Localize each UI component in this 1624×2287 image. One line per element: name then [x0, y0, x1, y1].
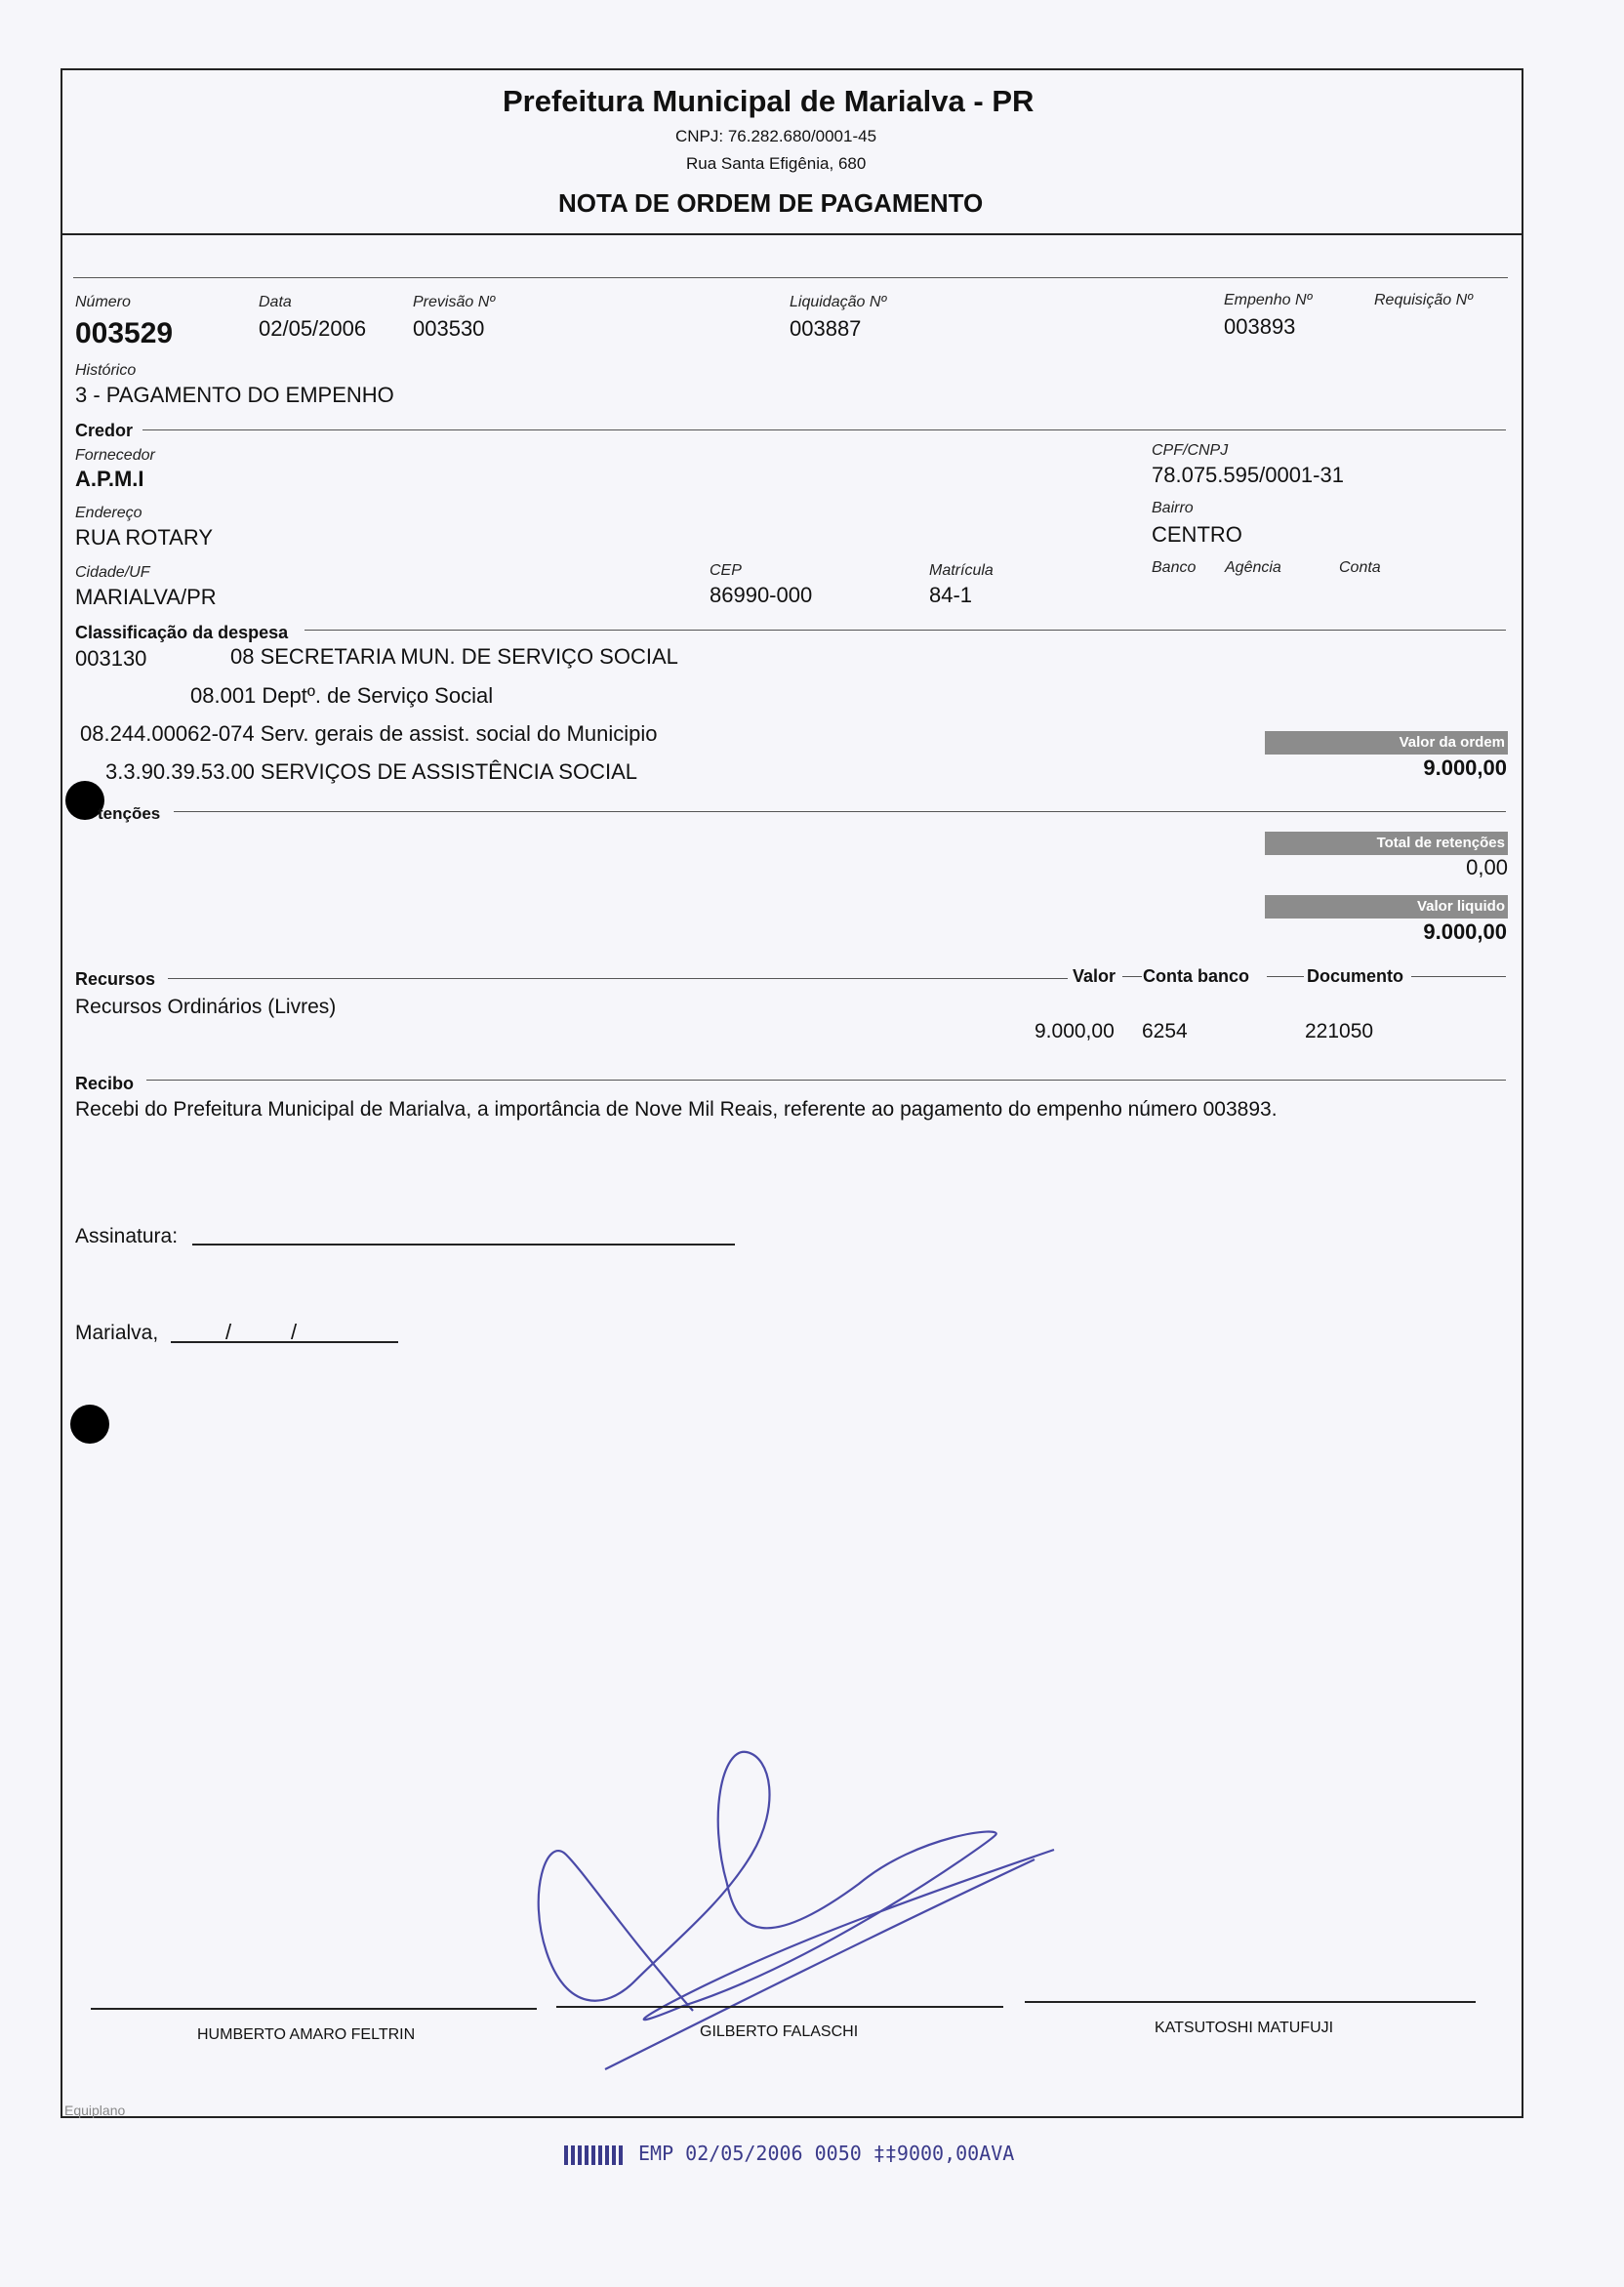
total-retencoes-label: Total de retenções — [1265, 832, 1508, 855]
valor-liquido-value: 9.000,00 — [1423, 919, 1507, 944]
address-text: Rua Santa Efigênia, 680 — [686, 154, 867, 173]
punch-hole — [70, 1405, 109, 1444]
recursos-rule-4 — [1411, 976, 1506, 977]
signatory-1: HUMBERTO AMARO FELTRIN — [197, 2026, 416, 2043]
cep-value: 86990-000 — [710, 583, 813, 607]
valor-liquido-label: Valor liquido — [1265, 895, 1508, 919]
signatory-3: KATSUTOSHI MATUFUJI — [1155, 2020, 1334, 2036]
documento-column-header: Documento — [1307, 966, 1403, 986]
date-blank-line — [171, 1341, 398, 1343]
document-title: NOTA DE ORDEM DE PAGAMENTO — [558, 188, 984, 218]
numero-label: Número — [75, 294, 131, 310]
recursos-rule-2 — [1122, 976, 1142, 977]
classificacao-code: 003130 — [75, 646, 147, 671]
liquidacao-value: 003887 — [790, 316, 862, 341]
recursos-descricao: Recursos Ordinários (Livres) — [75, 996, 337, 1018]
historico-label: Histórico — [75, 362, 137, 379]
cidade-label: Cidade/UF — [75, 564, 150, 581]
numero-value: 003529 — [75, 317, 174, 349]
retencoes-rule — [174, 811, 1506, 812]
fornecedor-label: Fornecedor — [75, 447, 155, 464]
classificacao-line1: 08 SECRETARIA MUN. DE SERVIÇO SOCIAL — [230, 644, 678, 669]
historico-value: 3 - PAGAMENTO DO EMPENHO — [75, 383, 394, 407]
matricula-value: 84-1 — [929, 583, 973, 607]
fornecedor-value: A.P.M.I — [75, 467, 144, 491]
local-label: Marialva, — [75, 1322, 159, 1344]
banco-label: Banco — [1152, 559, 1197, 576]
conta-label: Conta — [1339, 559, 1381, 576]
signature-line-2 — [556, 2006, 1003, 2008]
date-slash-2: / — [291, 1320, 298, 1344]
classificacao-line3: 08.244.00062-074 Serv. gerais de assist. social do Municipio — [80, 721, 658, 746]
valor-column-header: Valor — [1073, 966, 1116, 986]
data-label: Data — [259, 294, 292, 310]
data-value: 02/05/2006 — [259, 316, 367, 341]
recursos-section-title: Recursos — [75, 969, 156, 989]
cidade-value: MARIALVA/PR — [75, 585, 217, 609]
cpf-label: CPF/CNPJ — [1152, 442, 1229, 459]
org-title: Prefeitura Municipal de Marialva - PR — [503, 84, 1035, 118]
info-top-rule — [73, 277, 1508, 278]
classificacao-line2: 08.001 Deptº. de Serviço Social — [190, 683, 494, 708]
bairro-label: Bairro — [1152, 500, 1194, 516]
recursos-documento: 221050 — [1305, 1020, 1374, 1042]
total-retencoes-value: 0,00 — [1466, 855, 1508, 879]
conta-banco-column-header: Conta banco — [1143, 966, 1250, 986]
date-slash-1: / — [225, 1320, 232, 1344]
agencia-label: Agência — [1225, 559, 1281, 576]
empenho-value: 003893 — [1224, 314, 1296, 339]
classificacao-rule — [304, 630, 1506, 631]
signatory-2: GILBERTO FALASCHI — [700, 2023, 859, 2040]
header-divider — [61, 233, 1522, 235]
recibo-rule — [146, 1080, 1506, 1081]
software-credit: Equiplano — [64, 2103, 126, 2118]
cep-label: CEP — [710, 562, 742, 579]
endereco-label: Endereço — [75, 505, 142, 521]
assinatura-label: Assinatura: — [75, 1225, 179, 1247]
endereco-value: RUA ROTARY — [75, 525, 213, 550]
recursos-valor: 9.000,00 — [1035, 1020, 1115, 1042]
valor-ordem-value: 9.000,00 — [1423, 756, 1507, 780]
stamp-logo-icon — [564, 2145, 625, 2165]
empenho-label: Empenho Nº — [1224, 292, 1313, 308]
bairro-value: CENTRO — [1152, 522, 1242, 547]
previsao-label: Previsão Nº — [413, 294, 496, 310]
recursos-rule — [168, 978, 1068, 979]
classificacao-line4: 3.3.90.39.53.00 SERVIÇOS DE ASSISTÊNCIA SOCIAL — [105, 759, 637, 784]
recibo-section-title: Recibo — [75, 1074, 135, 1093]
cpf-value: 78.075.595/0001-31 — [1152, 463, 1344, 487]
requisicao-label: Requisição Nº — [1374, 292, 1473, 308]
retencoes-section-title: tenções — [98, 804, 161, 823]
signature-line-1 — [91, 2008, 537, 2010]
previsao-value: 003530 — [413, 316, 485, 341]
signature-line-3 — [1025, 2001, 1476, 2003]
credor-section-title: Credor — [75, 421, 134, 440]
credor-rule — [142, 429, 1506, 430]
classificacao-section-title: Classificação da despesa — [75, 623, 289, 642]
recursos-conta: 6254 — [1142, 1020, 1188, 1042]
validation-stamp — [564, 2142, 1014, 2165]
cnpj-text: CNPJ: 76.282.680/0001-45 — [675, 127, 877, 145]
liquidacao-label: Liquidação Nº — [790, 294, 887, 310]
valor-ordem-label: Valor da ordem — [1265, 731, 1508, 755]
assinatura-line — [192, 1244, 735, 1246]
recibo-text: Recebi do Prefeitura Municipal de Marialva, a importância de Nove Mil Reais, referente ao pagamento do empenho número 003893. — [75, 1098, 1278, 1121]
stamp-text: EMP 02/05/2006 0050 ‡‡9000,00AVA — [638, 2142, 1015, 2165]
recursos-rule-3 — [1267, 976, 1304, 977]
matricula-label: Matrícula — [929, 562, 994, 579]
